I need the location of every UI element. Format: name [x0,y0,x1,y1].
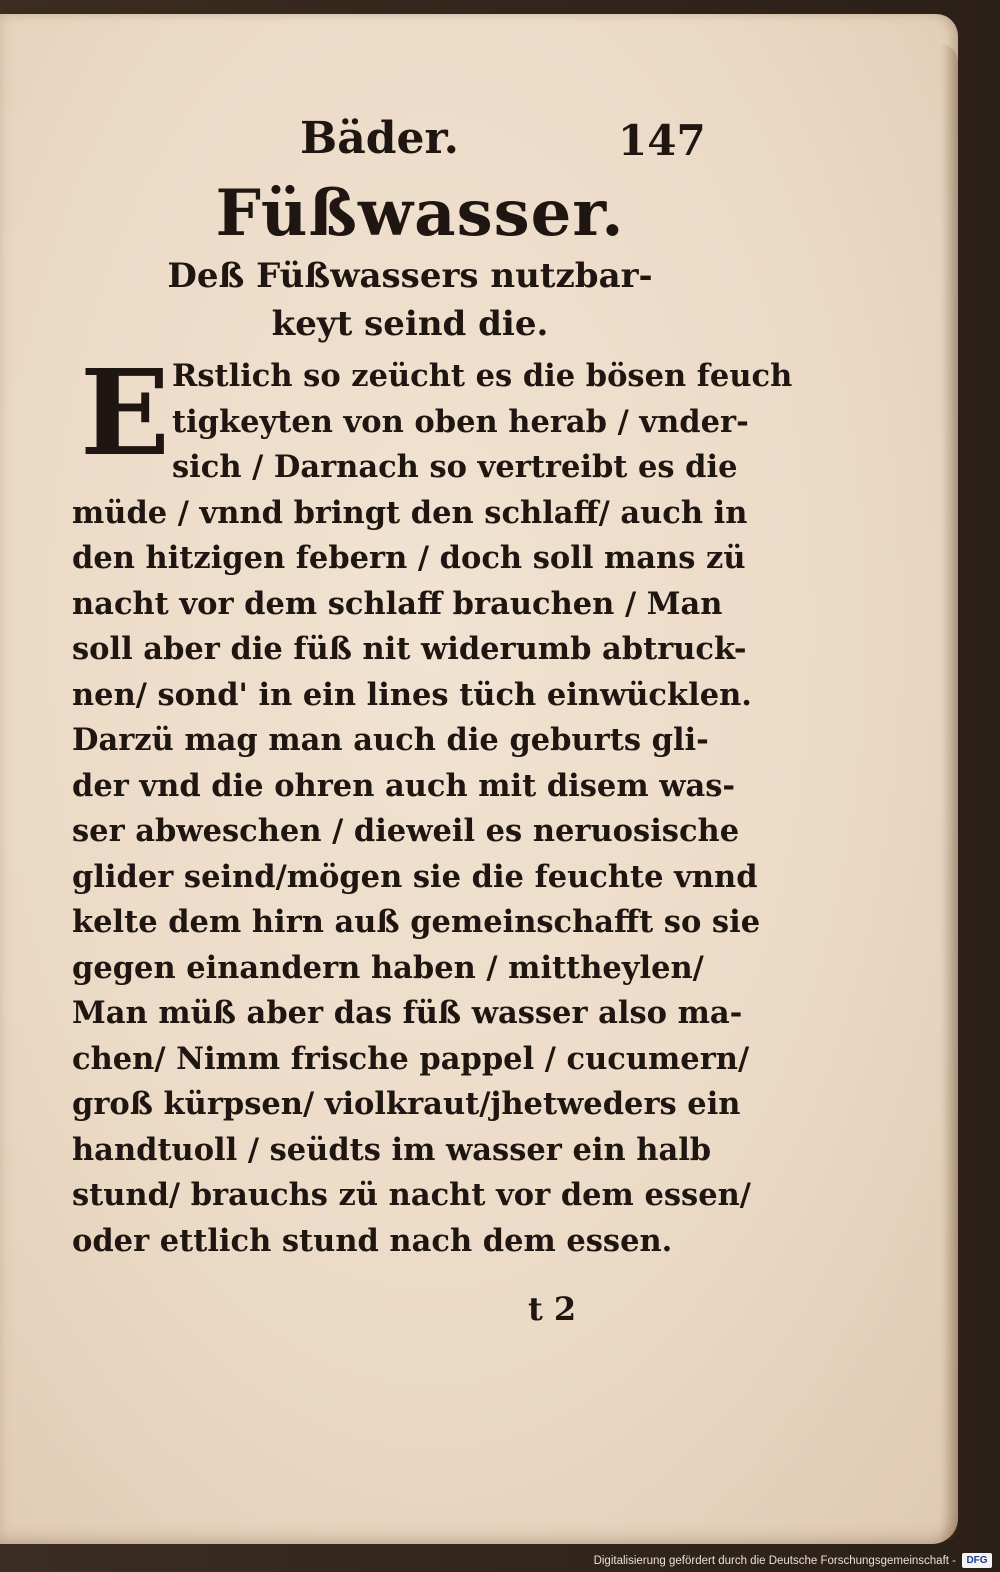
body-line: müde / vnnd bringt den schlaff/ auch in [72,494,748,531]
body-line: gegen einandern haben / mittheylen/ [72,949,704,986]
body-line: oder ettlich stund nach dem essen. [72,1222,673,1259]
body-line: handtuoll / seüdts im wasser ein halb [72,1131,712,1168]
credit-text: Digitalisierung gefördert durch die Deutsche Forschungsgemeinschaft - [593,1555,956,1567]
body-line: glider seind/mögen sie die feuchte vnnd [72,858,758,895]
running-head [300,109,706,179]
chapter-title: Füßwasser. [215,176,625,251]
body-line: groß kürpsen/ violkraut/jhetweders ein [72,1086,741,1122]
body-line: tigkeyten von oben herab / vnder- [172,403,749,440]
body-line: Rstlich so zeücht es die bösen feuch [172,358,793,394]
body-line: den hitzigen febern / doch soll mans zü [72,540,746,576]
subtitle [110,252,710,348]
subtitle-line: Deß Füßwassers nutzbar- [167,256,653,296]
subtitle-line: keyt seind die. [271,304,549,344]
page-number: 147 [618,116,706,165]
body-line: kelte dem hirn auß gemeinschafft so sie [72,904,761,940]
drop-cap: E [80,343,170,482]
body-line: nacht vor dem schlaff brauchen / Man [72,585,723,622]
body-line: sich / Darnach so vertreibt es die [172,449,738,485]
body-line: stund/ brauchs zü nacht vor dem essen/ [72,1177,751,1213]
body-line: soll aber die füß nit widerumb abtruck- [72,631,747,667]
body-text [72,343,793,1264]
body-line: nen/ sond' in ein lines tüch einwücklen. [72,676,752,713]
body-line: Man müß aber das füß wasser also ma- [72,995,743,1031]
dfg-logo: DFG [962,1553,992,1568]
credit-bar [0,1550,1000,1572]
signature-mark: t 2 [528,1290,577,1328]
page-edge [940,44,958,1544]
body-line: chen/ Nimm frische pappel / cucumern/ [72,1040,750,1077]
body-line: der vnd die ohren auch mit disem was- [72,767,736,804]
body-line: ser abweschen / dieweil es neruosische [72,813,740,849]
body-line: Darzü mag man auch die geburts gli- [72,722,709,758]
book-page [0,14,958,1544]
running-head-title: Bäder. [300,113,459,164]
